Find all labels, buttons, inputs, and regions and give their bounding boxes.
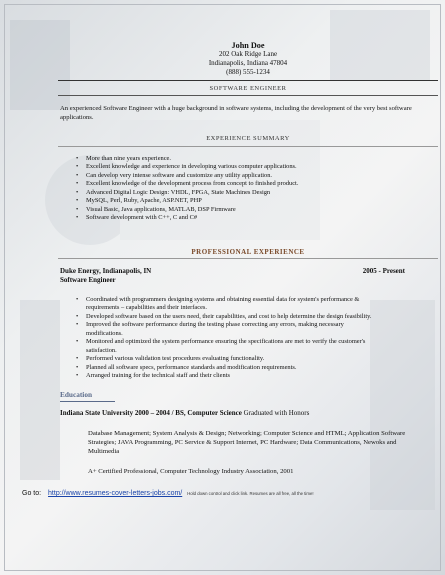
list-item: • Can develop very intense software and customize any utility application. bbox=[58, 172, 418, 180]
experience-summary-heading: EXPERIENCE SUMMARY bbox=[206, 135, 290, 142]
education-heading: Education bbox=[60, 390, 93, 399]
footer bbox=[22, 490, 422, 497]
header-divider bbox=[58, 80, 438, 81]
degree-line bbox=[60, 409, 309, 417]
list-item: • Improved the software performance during the testing phase correcting any errors, making necessary modifications. bbox=[58, 321, 380, 338]
job-title-heading: SOFTWARE ENGINEER bbox=[209, 85, 287, 92]
candidate-name: John Doe bbox=[231, 41, 265, 50]
job-title: Software Engineer bbox=[60, 276, 116, 284]
list-item: • Planned all software specs, performance standards and modification requirements. bbox=[58, 364, 380, 372]
resume-content bbox=[58, 0, 438, 575]
summary-divider bbox=[58, 146, 438, 147]
list-item: • Excellent knowledge and experience in developing various computer applications. bbox=[58, 163, 418, 171]
resume-site-link[interactable]: http://www.resumes-cover-letters-jobs.com/ bbox=[48, 490, 183, 497]
list-item: • MySQL, Perl, Ruby, Apache, ASP.NET, PHP bbox=[58, 197, 418, 205]
goto-label: Go to: bbox=[22, 490, 42, 497]
title-divider bbox=[58, 95, 438, 96]
skills-list bbox=[58, 155, 418, 223]
list-item: • More than nine years experience. bbox=[58, 155, 418, 163]
list-item: • Arranged training for the technical staff and their clients bbox=[58, 372, 380, 380]
professional-experience-heading: PROFESSIONAL EXPERIENCE bbox=[191, 248, 305, 256]
job-dates: 2005 - Present bbox=[362, 267, 405, 275]
education-underline bbox=[60, 401, 115, 402]
degree-honors: Graduated with Honors bbox=[241, 409, 310, 417]
list-item: • Visual Basic, Java applications, MATLAB, DSP Firmware bbox=[58, 206, 418, 214]
job-duties-list bbox=[58, 296, 380, 381]
list-item: • Advanced Digital Logic Design: VHDL, FPGA, State Machines Design bbox=[58, 189, 418, 197]
footer-note: Hold down control and click link. Resumes are all free, all the time! bbox=[187, 491, 314, 496]
list-item: • Software development with C++, C and C# bbox=[58, 214, 418, 222]
list-item: • Developed software based on the users need, their capabilities, and cost to help determine the design feasibility. bbox=[58, 313, 380, 321]
list-item: • Excellent knowledge of the development process from concept to finished product. bbox=[58, 180, 418, 188]
job-company: Duke Energy, Indianapolis, IN bbox=[60, 267, 152, 275]
phone-number: (888) 555-1234 bbox=[226, 68, 270, 76]
degree-school: Indiana State University 2000 – 2004 / BS, Computer Science bbox=[60, 409, 242, 417]
summary-paragraph: An experienced Software Engineer with a huge background in software systems, including the development of the very best software applications. bbox=[60, 105, 412, 121]
list-item: • Monitored and optimized the system performance ensuring the specifications are met to verify the customer's satisfaction. bbox=[58, 338, 380, 355]
address-city: Indianapolis, Indiana 47804 bbox=[208, 59, 288, 67]
experience-divider bbox=[58, 258, 438, 259]
job-header bbox=[60, 267, 405, 285]
address-street: 202 Oak Ridge Lane bbox=[218, 50, 278, 58]
coursework: Database Management; System Analysis & Design; Networking; Computer Science and HTML; Application Software Strategies; JAVA Programming, PC Service & Support Internet, PC Hardware; Data Communications, Newoks and Multimedia bbox=[88, 430, 406, 455]
list-item: • Coordinated with programmers designing systems and obtaining essential data for system's performance & requirements – capabilities and their interfaces. bbox=[58, 296, 380, 313]
certification: A+ Certified Professional, Computer Technology Industry Association, 2001 bbox=[88, 468, 294, 475]
list-item: • Performed various validation test procedures evaluating functionality. bbox=[58, 355, 380, 363]
